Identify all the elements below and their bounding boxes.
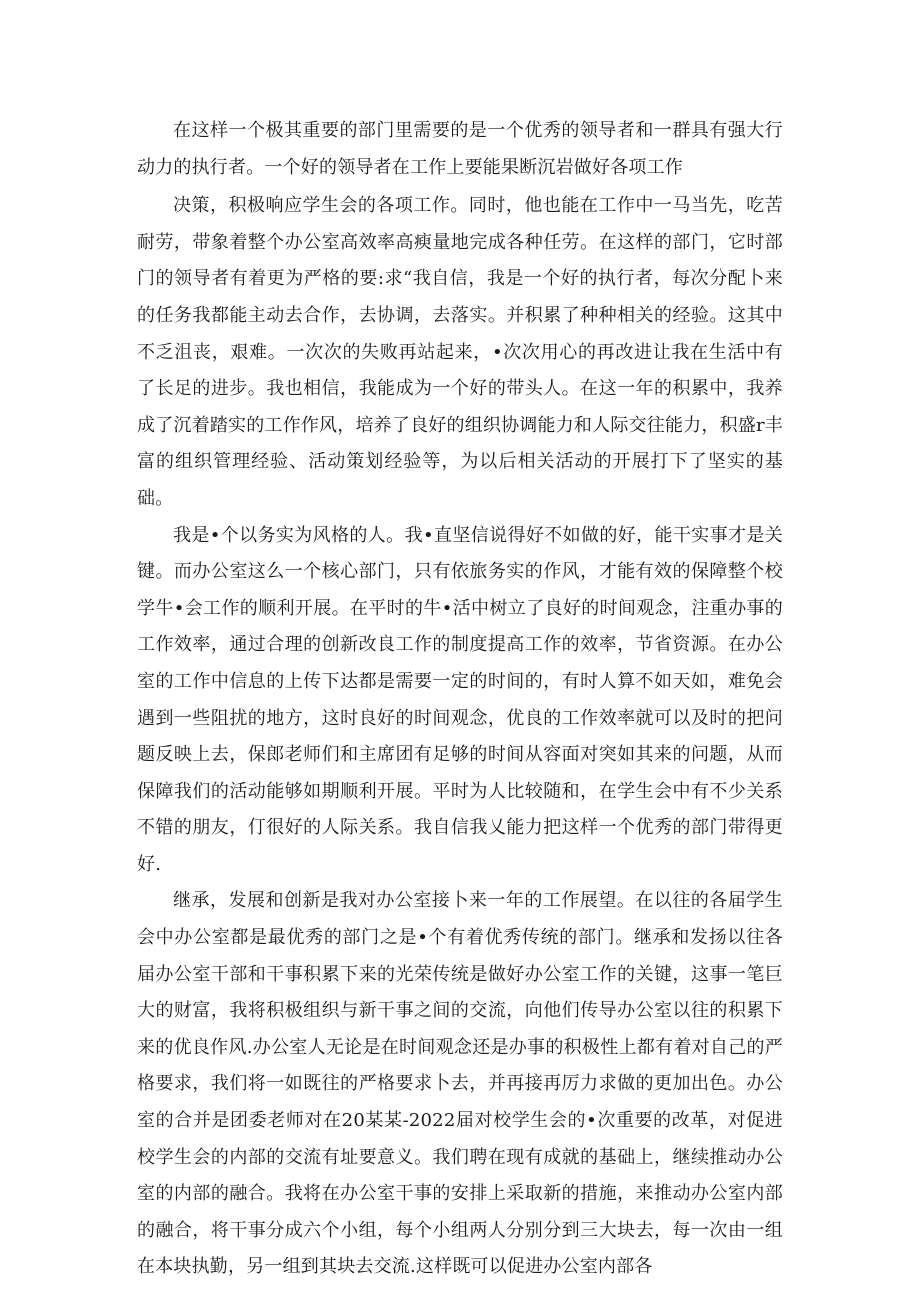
paragraph-4: 继承，发展和创新是我对办公室接卜来一年的工作展望。在以往的各届学生会中办公室都是最优秀的部门之是•个有着优秀传统的部门。继承和发扬以往各届办公室干部和干事积累下来的光荣传统是做好办公室工作的关键，这事一笔巨大的财富，我将积极组织与新干事之间的交流，向他们传导办公室以往的积累下来的优良作风.办公室人无论是在时间观念还是办事的积极性上都有着对自己的严格要求，我们将一如既往的严格要求卜去，并再接再厉力求做的更加出色。办公室的合并是团委老师对在20某某-2022届对校学生会的•次重要的改革，对促进校学生会的内部的交流有址要意义。我们聘在现有成就的基础上，继续推动办公室的内部的融合。我将在办公室干事的安排上采取新的措施，来推动办公室内部的融合，将干事分成六个小组，每个小组两人分别分到三大块去，每一次由一组在本块执勤，另一组到其块去交流.这样既可以促进办公室内部各 [137, 890, 783, 1278]
document-body [137, 113, 783, 1286]
paragraph-3: 我是•个以务实为风格的人。我•直坚信说得好不如做的好，能干实事才是关键。而办公室这么一个核心部门，只有依旅务实的作风，才能有效的保障整个校学牛•会工作的顺利开展。在平时的牛•活中树立了良好的时间观念，注重办事的工作效率，通过合理的创新改良工作的制度提高工作的效率，节省资源。在办公室的工作中信息的上传下达都是需要一定的时间的，有时人算不如天如，难免会遇到一些阻扰的地方，这时良好的时间观念，优良的工作效率就可以及时的把问题反映上去，保郎老师们和主席团有足够的时间从容面对突如其来的问题，从而保障我们的活动能够如期顺利开展。平时为人比较随和，在学生会中有不少关系不错的朋友，仃很好的人际关系。我自信我乂能力把这样一个优秀的部门带得更好. [137, 524, 783, 875]
paragraph-1: 在这样一个极其重要的部门里需要的是一个优秀的领导者和一群具有强大行动力的执行者。一个好的领导者在工作上要能果断沉岩做好各项工作 [137, 120, 783, 178]
paragraph-2: 决策，积极响应学生会的各项工作。同时，他也能在工作中一马当先，吃苦耐劳，带象着整个办公室高效率高瘐量地完成各种任劳。在这样的部门，它时部门的领导者有着更为严格的要:求“我自信，我是一个好的执行者，每次分配卜来的任务我都能主动去合作，去协调，去落实。并积累了种种相关的经验。这其中不乏沮丧，艰难。一次次的失败再站起来，•次次用心的再改进让我在生活中有了长足的进步。我也相信，我能成为一个好的带头人。在这一年的积累中，我养成了沉着踏实的工作作风，培养了良好的组织协调能力和人际交往能力，积盛r丰富的组织管理经验、活动策划经验等，为以后相关活动的开展打下了坚实的基础。 [137, 195, 783, 509]
